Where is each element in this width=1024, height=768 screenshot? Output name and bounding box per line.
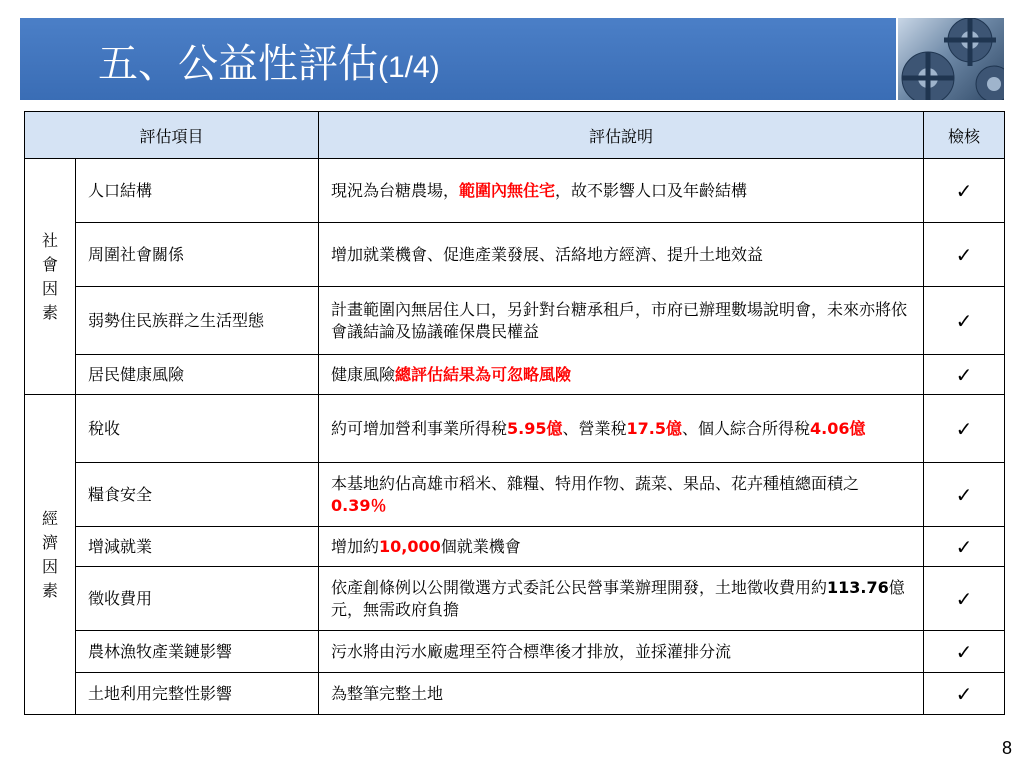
row-description: 約可增加營利事業所得稅5.95億、營業稅17.5億、個人綜合所得稅4.06億 [319,395,924,463]
header-check: 檢核 [924,112,1005,159]
check-icon: ✓ [924,463,1005,527]
row-description: 現況為台糖農場，範圍內無住宅，故不影響人口及年齡結構 [319,159,924,223]
check-icon: ✓ [924,631,1005,673]
row-description: 增加約10,000個就業機會 [319,527,924,567]
table-row [25,287,1005,355]
check-icon: ✓ [924,527,1005,567]
check-icon: ✓ [924,159,1005,223]
row-item: 農林漁牧產業鏈影響 [76,631,319,673]
check-icon: ✓ [924,287,1005,355]
page-number: 8 [1001,738,1012,758]
check-icon: ✓ [924,567,1005,631]
row-item: 稅收 [76,395,319,463]
row-item: 周圍社會關係 [76,223,319,287]
check-icon: ✓ [924,223,1005,287]
row-description: 本基地約佔高雄市稻米、雜糧、特用作物、蔬菜、果品、花卉種植總面積之0.39％ [319,463,924,527]
check-icon: ✓ [924,673,1005,715]
check-icon: ✓ [924,355,1005,395]
row-item: 增減就業 [76,527,319,567]
table-row [25,355,1005,395]
check-icon: ✓ [924,395,1005,463]
evaluation-table [24,111,1005,715]
category-social: 社 會 因 素 [25,159,76,395]
header-item: 評估項目 [25,112,319,159]
row-description: 污水將由污水廠處理至符合標準後才排放，並採灌排分流 [319,631,924,673]
table-header-row [25,112,1005,159]
table-row [25,395,1005,463]
page-title [98,32,440,89]
header-description: 評估說明 [319,112,924,159]
table-row [25,631,1005,673]
row-item: 居民健康風險 [76,355,319,395]
row-description: 增加就業機會、促進產業發展、活絡地方經濟、提升土地效益 [319,223,924,287]
table-row [25,463,1005,527]
row-item: 糧食安全 [76,463,319,527]
row-description: 依產創條例以公開徵選方式委託公民營事業辦理開發，土地徵收費用約113.76億元，無需政府負擔 [319,567,924,631]
table-row [25,527,1005,567]
row-item: 人口結構 [76,159,319,223]
category-economic: 經 濟 因 素 [25,395,76,715]
table-row [25,567,1005,631]
table-row [25,223,1005,287]
row-item: 土地利用完整性影響 [76,673,319,715]
row-description: 健康風險總評估結果為可忽略風險 [319,355,924,395]
gears-image [898,18,1004,100]
table-row [25,673,1005,715]
row-item: 弱勢住民族群之生活型態 [76,287,319,355]
title-main: 五、公益性評估 [98,41,378,87]
table-row [25,159,1005,223]
row-description: 為整筆完整土地 [319,673,924,715]
row-item: 徵收費用 [76,567,319,631]
title-bar [20,18,896,100]
gears-icon [898,18,1004,100]
title-suffix: (1/4) [378,51,440,84]
row-description: 計畫範圍內無居住人口，另針對台糖承租戶，市府已辦理數場說明會，未來亦將依會議結論及協議確保農民權益 [319,287,924,355]
